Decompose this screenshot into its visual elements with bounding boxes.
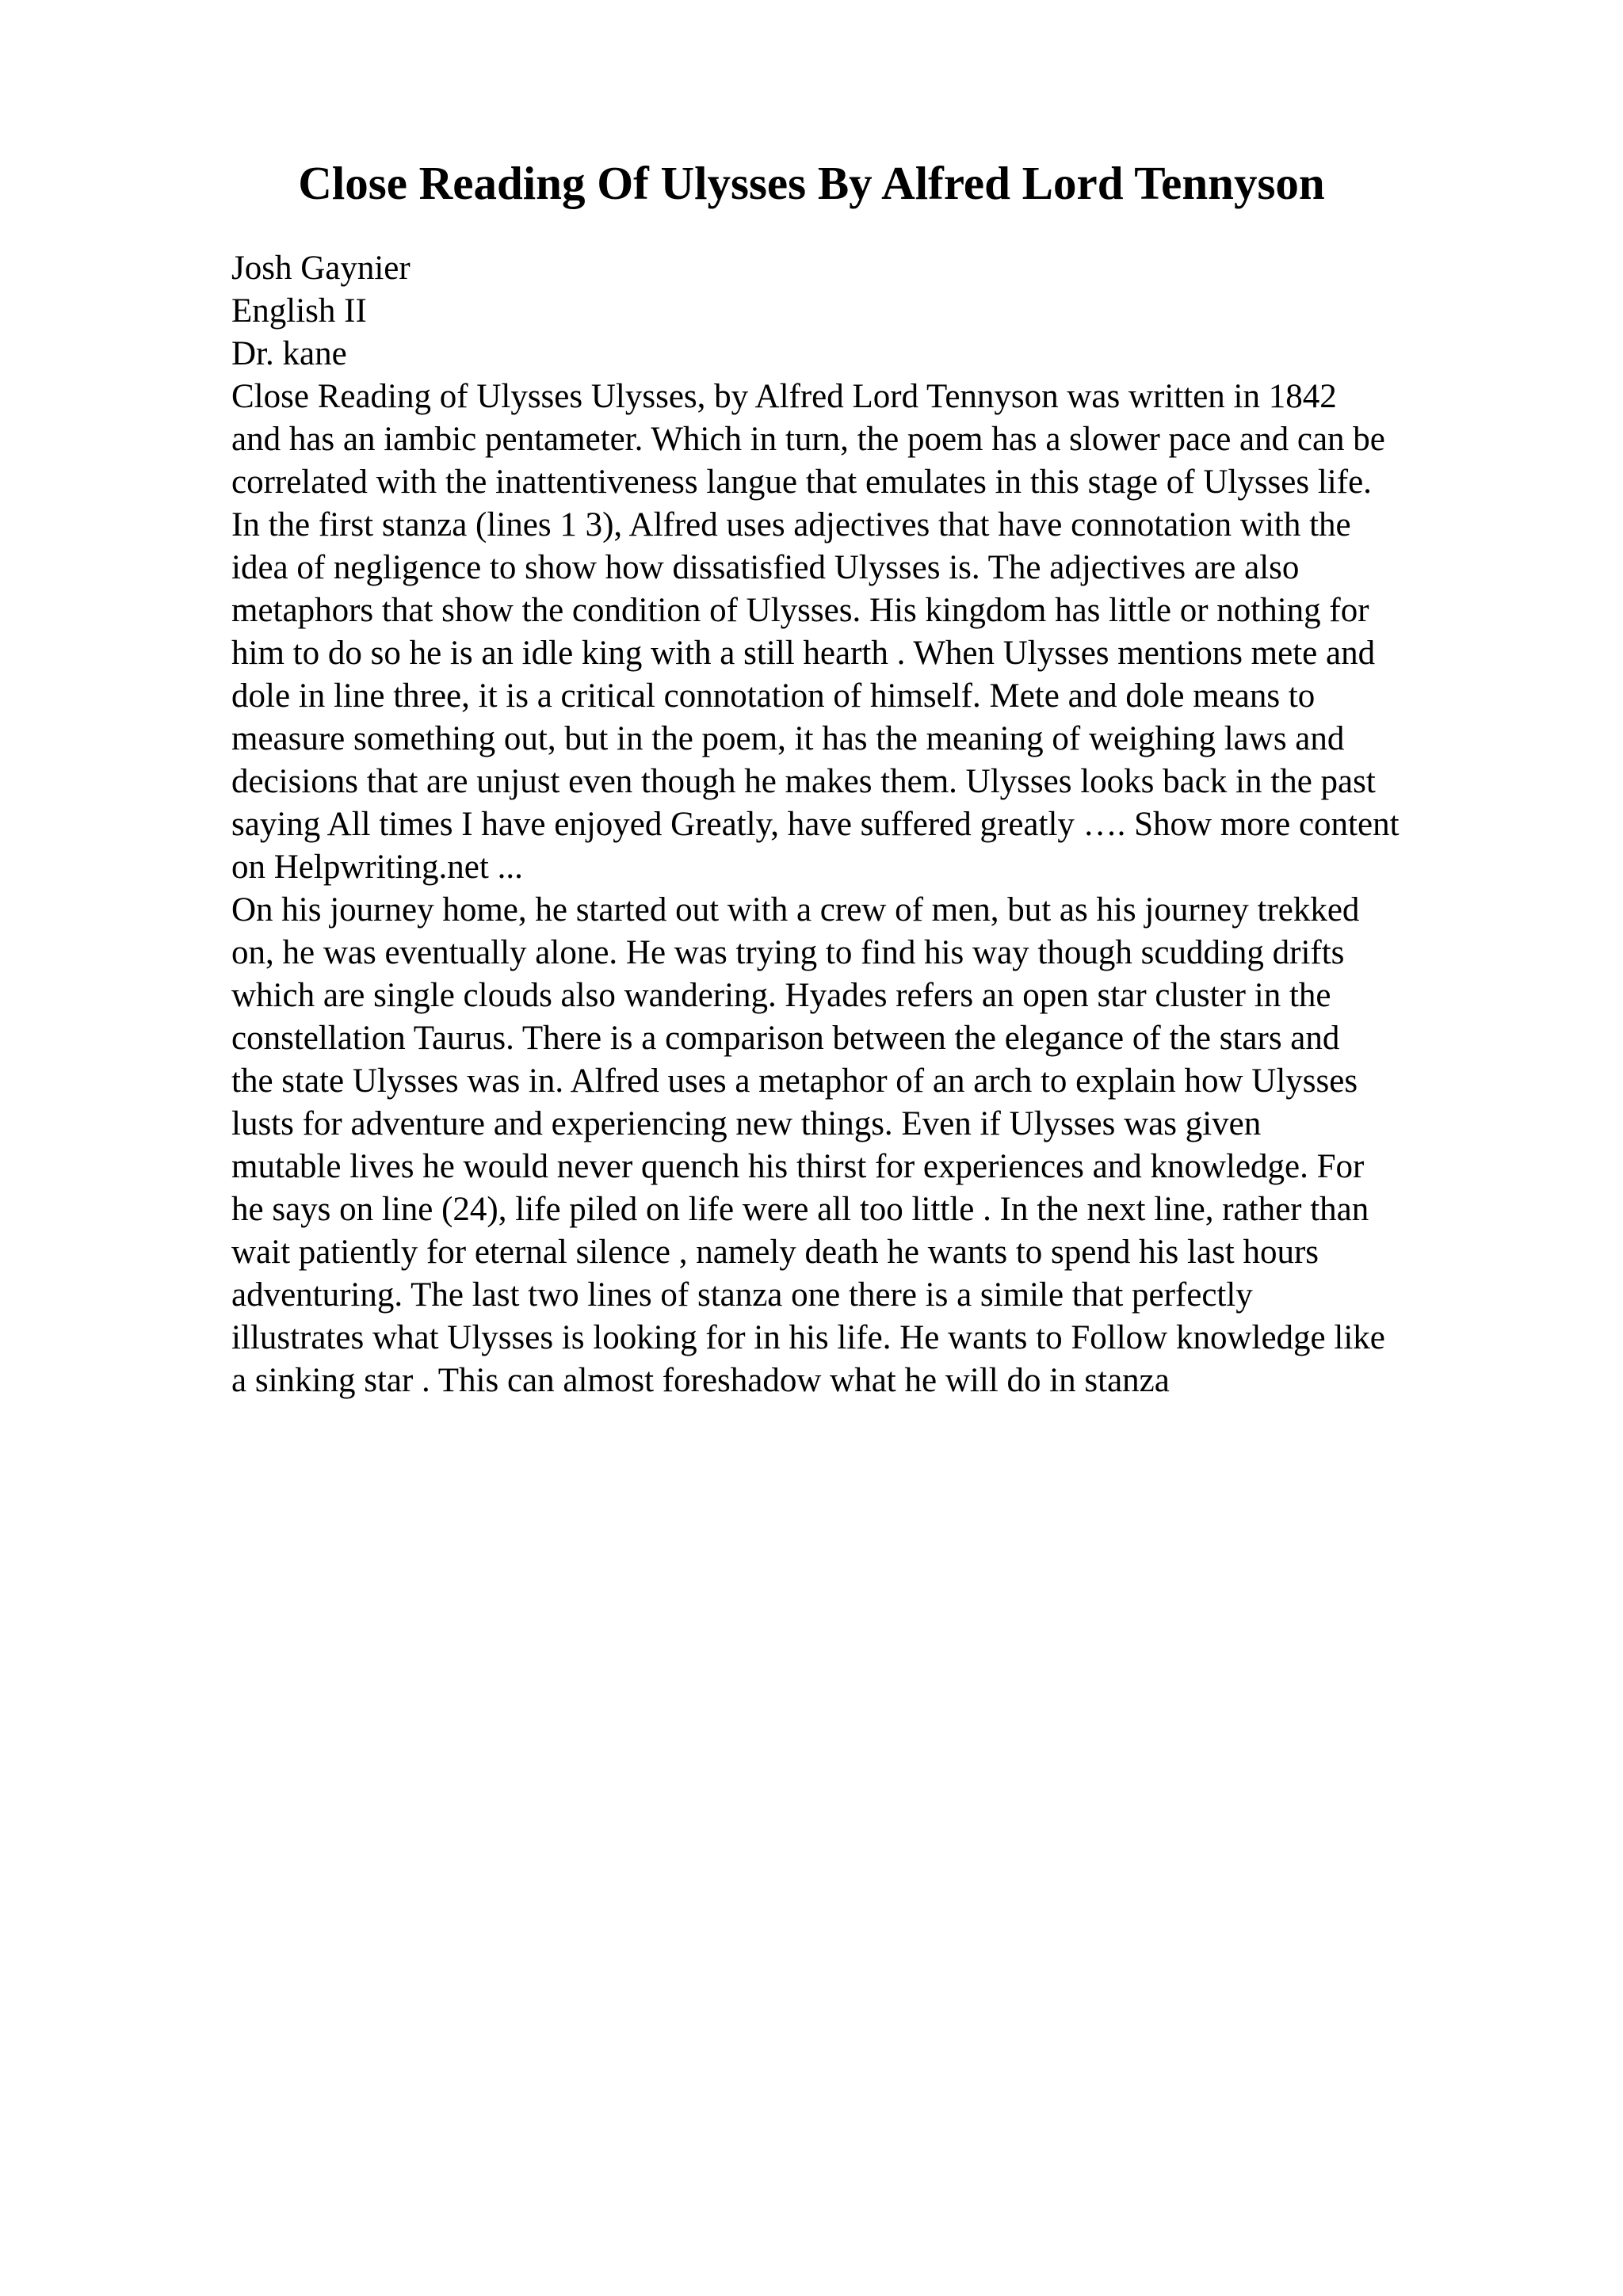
body-line: metaphors that show the condition of Ulysses. His kingdom has little or nothing for — [231, 592, 1369, 629]
body-line: the state Ulysses was in. Alfred uses a metaphor of an arch to explain how Ulysses — [231, 1062, 1358, 1100]
body-line: correlated with the inattentiveness langue that emulates in this stage of Ulysses life. — [231, 463, 1372, 501]
body-line: mutable lives he would never quench his thirst for experiences and knowledge. For — [231, 1148, 1365, 1185]
body-line: dole in line three, it is a critical connotation of himself. Mete and dole means to — [231, 677, 1316, 715]
course-name: English II — [231, 292, 367, 330]
body-line: him to do so he is an idle king with a still hearth . When Ulysses mentions mete and — [231, 635, 1376, 672]
body-line: In the first stanza (lines 1 3), Alfred uses adjectives that have connotation with the — [231, 506, 1351, 543]
body-line: idea of negligence to show how dissatisfied Ulysses is. The adjectives are also — [231, 549, 1300, 586]
instructor-name: Dr. kane — [231, 335, 347, 372]
document-title: Close Reading Of Ulysses By Alfred Lord Tennyson — [298, 157, 1325, 209]
body-line: On his journey home, he started out with a crew of men, but as his journey trekked — [231, 891, 1360, 929]
body-line: which are single clouds also wandering. Hyades refers an open star cluster in the — [231, 977, 1331, 1014]
body-line: a sinking star . This can almost foreshadow what he will do in stanza — [231, 1362, 1170, 1399]
body-line: he says on line (24), life piled on life were all too little . In the next line, rather than — [231, 1191, 1369, 1228]
document-body — [231, 247, 1400, 1402]
body-line: on Helpwriting.net ... — [231, 849, 523, 886]
body-line: saying All times I have enjoyed Greatly, have suffered greatly …. Show more content — [231, 806, 1400, 843]
body-line: lusts for adventure and experiencing new things. Even if Ulysses was given — [231, 1105, 1262, 1142]
body-line: wait patiently for eternal silence , namely death he wants to spend his last hours — [231, 1234, 1319, 1271]
body-line: decisions that are unjust even though he makes them. Ulysses looks back in the past — [231, 763, 1376, 800]
body-line: adventuring. The last two lines of stanza one there is a simile that perfectly — [231, 1276, 1253, 1314]
body-line: constellation Taurus. There is a comparison between the elegance of the stars and — [231, 1020, 1340, 1057]
body-line: and has an iambic pentameter. Which in turn, the poem has a slower pace and can be — [231, 421, 1385, 458]
author-name: Josh Gaynier — [231, 250, 411, 287]
body-line: illustrates what Ulysses is looking for in his life. He wants to Follow knowledge like — [231, 1319, 1385, 1356]
body-line: measure something out, but in the poem, it has the meaning of weighing laws and — [231, 720, 1345, 757]
body-line: on, he was eventually alone. He was trying to find his way though scudding drifts — [231, 934, 1345, 971]
body-line: Close Reading of Ulysses Ulysses, by Alfred Lord Tennyson was written in 1842 — [231, 378, 1337, 415]
